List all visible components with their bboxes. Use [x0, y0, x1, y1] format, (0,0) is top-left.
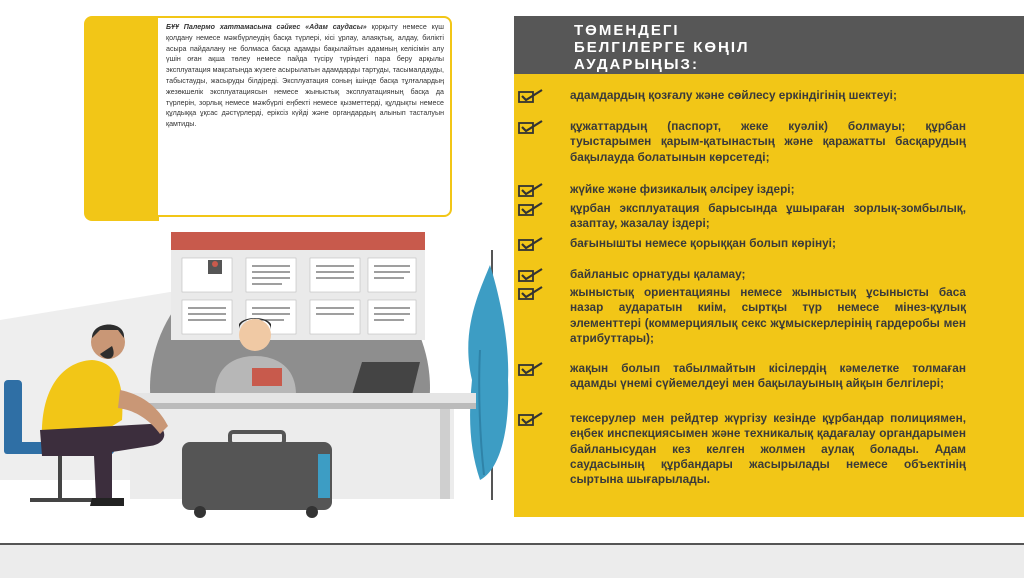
list-item	[570, 88, 966, 103]
list-item-text: жақын болып табылмайтын кісілердің кәмелетке толмаған адамды үнемі сүйемелдеуі мен бақылауының айқын белгілері;	[570, 361, 966, 391]
list-item	[570, 285, 966, 346]
checkbox-check-icon	[518, 89, 544, 103]
list-item-text: құжаттардың (паспорт, жеке куәлік) болмауы; құрбан туыстарымен қарым-қатынастың және қаражатты басқарудың бақылауда болатынын көрсетеді;	[570, 119, 966, 164]
definition-card	[156, 16, 452, 217]
list-item	[570, 119, 966, 165]
signs-list	[514, 74, 1024, 517]
flag	[468, 265, 508, 480]
list-item	[570, 267, 966, 282]
laptop	[352, 362, 420, 395]
definition-lead: БҰҰ Палермо хаттамасына сәйкес «Адам саудасы»	[166, 23, 367, 31]
checkbox-check-icon	[518, 120, 544, 134]
panel-title-bar	[514, 16, 1024, 74]
list-item-text: құрбан эксплуатация барысында ұшыраған зорлық-зомбылық, азаптау, жазалау іздері;	[570, 201, 966, 231]
list-item-text: тексерулер мен рейдтер жүргізу кезінде құрбандар полициямен, еңбек инспекциясымен және техникалық қадағалау органдарымен байланысудан кез келген жолмен аулақ болады. Адам саудасының құрбандары жасырылады немесе объектінің сыртына шығарылады.	[570, 411, 966, 487]
checkbox-check-icon	[518, 362, 544, 376]
list-item	[570, 201, 966, 232]
checkbox-check-icon	[518, 237, 544, 251]
office-illustration	[0, 230, 514, 530]
checkbox-check-icon	[518, 183, 544, 197]
list-item	[570, 236, 966, 251]
list-item	[570, 411, 966, 487]
panel-title-line-1: ТӨМЕНДЕГІ	[574, 22, 680, 39]
list-item-text: жүйке және физикалық әлсіреу іздері;	[570, 182, 795, 196]
board-header	[171, 232, 425, 250]
checkbox-check-icon	[518, 268, 544, 282]
suitcase	[182, 442, 332, 510]
panel-title-line-3: АУДАРЫҢЫЗ:	[574, 56, 699, 73]
definition-accent-strip	[84, 16, 159, 221]
list-item-text: жыныстық ориентацияны немесе жыныстық ұсынысты баса назар аударатын киім, сыртқы түр немесе мінез-құлық элементтері (коммерциялық секс жұмыскерлерінің гардеробы мен атрибуттары);	[570, 285, 966, 345]
list-item	[570, 182, 966, 197]
list-item-text: адамдардың қозғалу және сөйлесу еркіндігінің шектеуі;	[570, 88, 897, 102]
checkbox-check-icon	[518, 286, 544, 300]
viewer-bottom-bar	[0, 543, 1024, 578]
checkbox-check-icon	[518, 202, 544, 216]
definition-box	[84, 16, 458, 221]
checkbox-check-icon	[518, 412, 544, 426]
panel-title-line-2: БЕЛГІЛЕРГЕ КӨҢІЛ	[574, 39, 750, 56]
list-item	[570, 361, 966, 392]
list-item-text: байланыс орнатуды қаламау;	[570, 267, 746, 281]
definition-body: қорқыту немесе күш қолдану немесе мәжбүрлеудің басқа түрлері, кісі ұрлау, алаяқтық, алдау, билікті асыра пайдалану не болмаса басқа адамды бақылайтын адамның келісімін алу үшін оған ақша төлеу немесе пайда түсіру түріндегі пара беру арқылы эксплуатация мақсатында жүзеге асырылатын адамдарды тартуды, тасымалдауды, табыстауды, жасыруды білдіреді. Эксплуатация соның ішінде басқа тұлғалардың жезөкшелік эксплуатациясын немесе жыныстық эксплуатацияның басқа да түрлерін, зорлық немесе мәжбүрлі еңбекті немесе қызметтерді, құлдықты немесе құлдыққа ұқсас дәстүрлерді, еріксіз күйді және органдардың алынып тасталуын қамтиды.	[166, 23, 444, 129]
list-item-text: бағынышты немесе қорыққан болып көрінуі;	[570, 236, 836, 250]
